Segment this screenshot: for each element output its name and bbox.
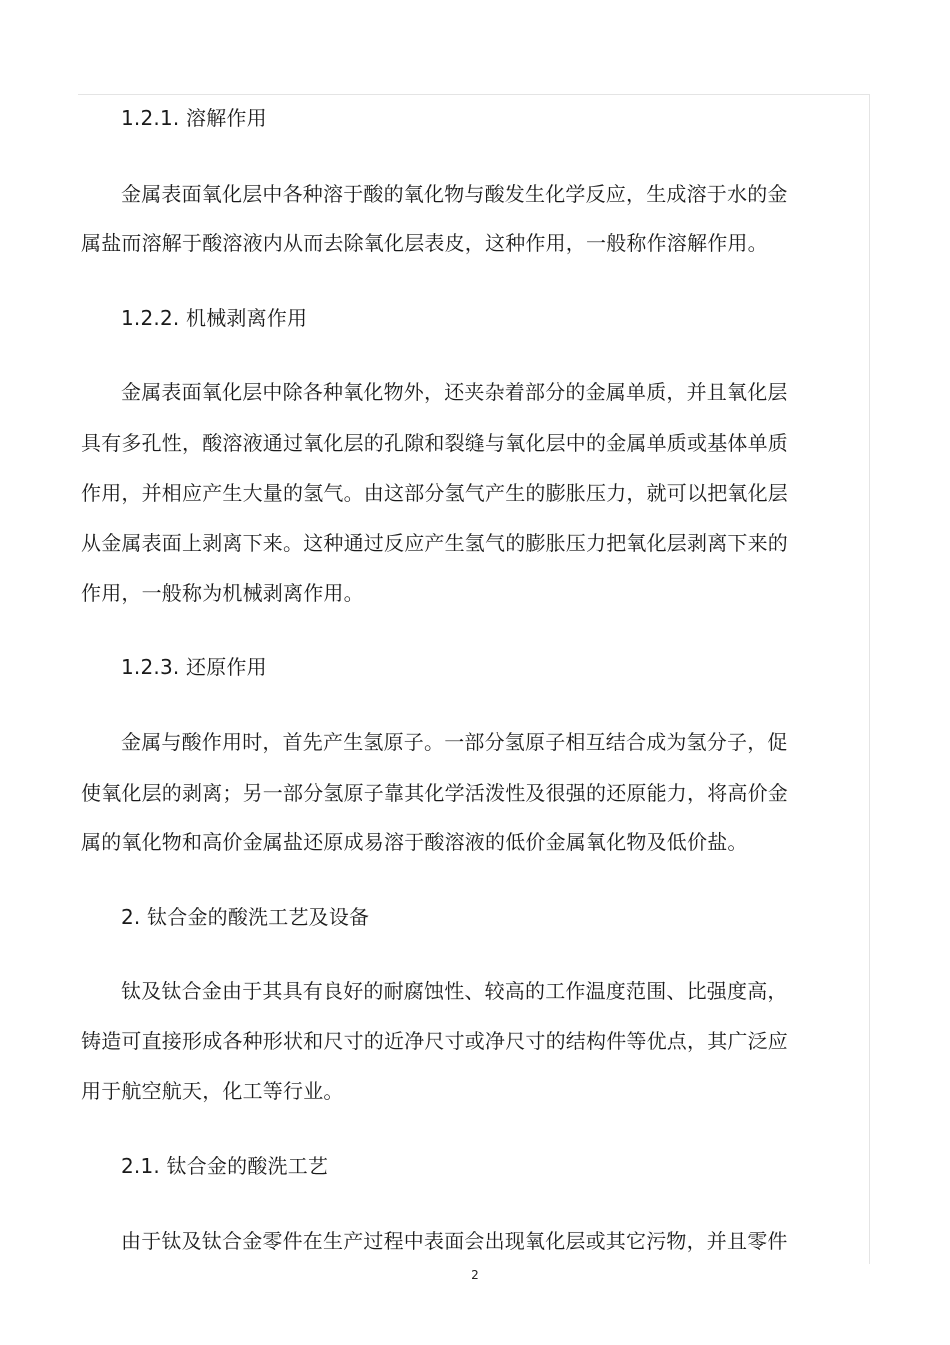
paragraph-line: 金属表面氧化层中除各种氧化物外，还夹杂着部分的金属单质，并且氧化层 [121,380,788,404]
section-heading-2-1: 2.1. 钛合金的酸洗工艺 [121,1154,329,1178]
section-heading-1-2-2: 1.2.2. 机械剥离作用 [121,306,308,330]
paragraph-line: 铸造可直接形成各种形状和尺寸的近净尺寸或净尺寸的结构件等优点，其广泛应 [81,1029,788,1053]
paragraph-line: 从金属表面上剥离下来。这种通过反应产生氢气的膨胀压力把氧化层剥离下来的 [81,531,788,555]
section-heading-1-2-3: 1.2.3. 还原作用 [121,655,267,679]
paragraph-line: 用于航空航天，化工等行业。 [81,1079,344,1103]
section-heading-2: 2. 钛合金的酸洗工艺及设备 [121,905,370,929]
paragraph-line: 钛及钛合金由于其具有良好的耐腐蚀性、较高的工作温度范围、比强度高， [121,979,788,1003]
paragraph-line: 由于钛及钛合金零件在生产过程中表面会出现氧化层或其它污物，并且零件 [121,1229,788,1253]
paragraph-line: 使氧化层的剥离；另一部分氢原子靠其化学活泼性及很强的还原能力，将高价金 [81,781,788,805]
section-heading-1-2-1: 1.2.1. 溶解作用 [121,106,267,130]
paragraph-line: 作用，并相应产生大量的氢气。由这部分氢气产生的膨胀压力，就可以把氧化层 [81,481,788,505]
paragraph-line: 具有多孔性，酸溶液通过氧化层的孔隙和裂缝与氧化层中的金属单质或基体单质 [81,431,788,455]
paragraph-line: 金属与酸作用时，首先产生氢原子。一部分氢原子相互结合成为氢分子，促 [121,730,788,754]
paragraph-line: 作用，一般称为机械剥离作用。 [81,581,364,605]
paragraph-line: 金属表面氧化层中各种溶于酸的氧化物与酸发生化学反应，生成溶于水的金 [121,182,788,206]
paragraph-line: 属的氧化物和高价金属盐还原成易溶于酸溶液的低价金属氧化物及低价盐。 [81,830,748,854]
page-number: 2 [471,1268,479,1282]
paragraph-line: 属盐而溶解于酸溶液内从而去除氧化层表皮，这种作用，一般称作溶解作用。 [81,231,768,255]
